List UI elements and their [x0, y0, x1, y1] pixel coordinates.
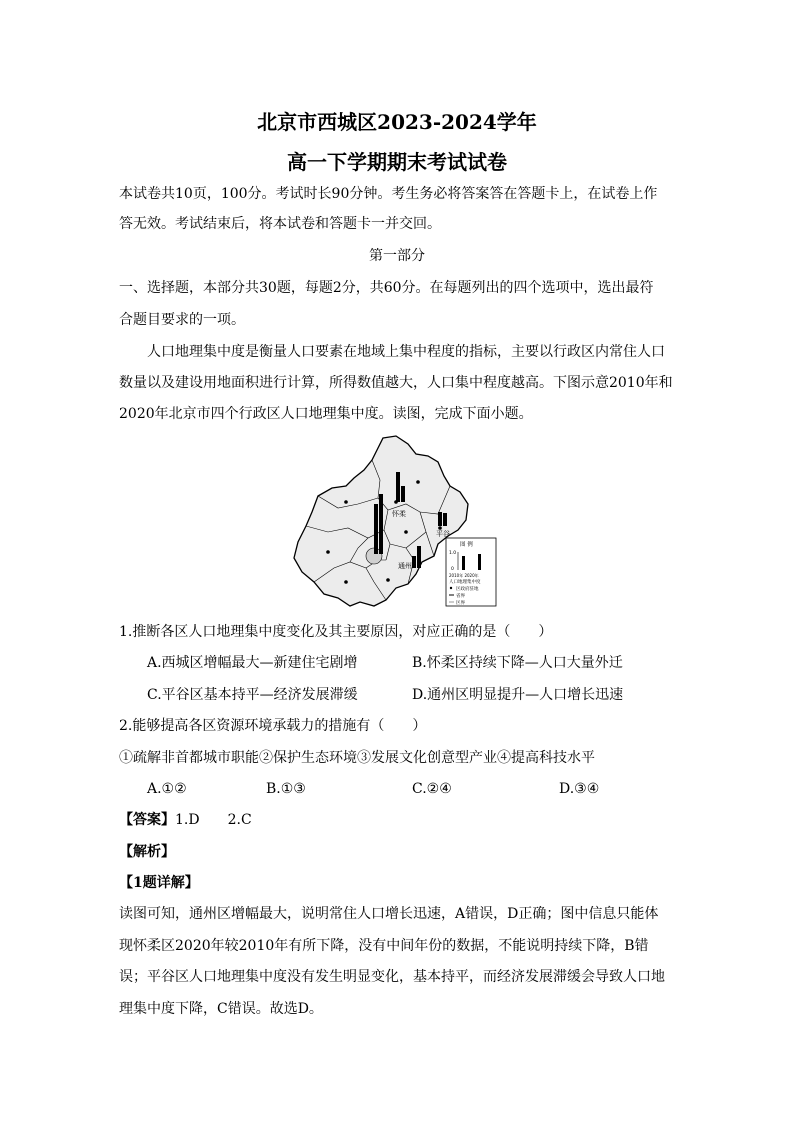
passage-line-3: 2020年北京市四个行政区人口地理集中度。读图，完成下面小题。: [119, 406, 533, 422]
bar-tongzhou-2020: [417, 546, 421, 568]
q2-option-d: D.③④: [559, 781, 600, 797]
q2-option-c: C.②④: [412, 781, 452, 797]
title-line-1: 北京市西城区2023-2024学年: [257, 110, 537, 134]
analysis-label: 【解析】: [119, 844, 175, 860]
bar-pinggu-2010: [438, 512, 442, 526]
map-legend: [446, 538, 496, 606]
section-one-line-1: 一、选择题，本部分共30题，每题2分，共60分。在每题列出的四个选项中，选出最符: [119, 280, 654, 296]
legend-years: 2010年 2020年: [449, 573, 479, 578]
title-line-2: 高一下学期期末考试试卷: [287, 150, 507, 174]
beijing-district-map: [288, 432, 498, 610]
legend-tick-low: 0: [451, 567, 454, 572]
bar-huairou-2010: [396, 472, 400, 502]
bar-xicheng-2020: [379, 494, 383, 554]
detail-line-4: 理集中度下降，C错误。故选D。: [119, 1001, 323, 1017]
q1-option-a: A.西城区增幅最大—新建住宅剧增: [147, 655, 358, 671]
legend-item-seat: 区政府驻地: [456, 587, 479, 592]
bar-pinggu-2020: [443, 513, 447, 526]
q1-option-b: B.怀柔区持续下降—人口大量外迁: [412, 655, 623, 671]
bar-tongzhou-2010: [412, 556, 416, 568]
legend-tick-high: 1.0: [449, 551, 457, 556]
legend-item-district: 区界: [456, 601, 465, 606]
q2-stem: 2.能够提高各区资源环境承载力的措施有（ ）: [119, 718, 427, 734]
answer-label: 【答案】: [119, 812, 175, 828]
detail-line-2: 现怀柔区2020年较2010年有所下降，没有中间年份的数据，不能说明持续下降，B错: [119, 938, 649, 954]
q2-option-b: B.①③: [266, 781, 306, 797]
q1-option-c: C.平谷区基本持平—经济发展滞缓: [147, 687, 358, 703]
q1-option-d: D.通州区明显提升—人口增长迅速: [412, 687, 624, 703]
label-pinggu: 平谷: [436, 530, 450, 538]
label-tongzhou: 通州: [398, 562, 412, 570]
detail-line-1: 读图可知，通州区增幅最大，说明常住人口增长迅速，A错误，D正确；图中信息只能体: [119, 906, 659, 922]
passage-line-1: 人口地理集中度是衡量人口要素在地域上集中程度的指标，主要以行政区内常住人口: [147, 344, 665, 360]
passage-line-2: 数量以及建设用地面积进行计算，所得数值越大，人口集中程度越高。下图示意2010年和: [119, 375, 673, 391]
district-seat-dot: [344, 500, 348, 504]
legend-bar-2020: [478, 554, 481, 570]
label-huairou: 怀柔: [392, 510, 406, 518]
legend-bar-2010: [462, 556, 465, 570]
legend-caption: 人口地理集中度: [449, 580, 481, 585]
part-title: 第一部分: [369, 248, 425, 264]
q1-stem: 1.推断各区人口地理集中度变化及其主要原因，对应正确的是（ ）: [119, 624, 553, 640]
intro-line-2: 答无效。考试结束后，将本试卷和答题卡一并交回。: [119, 216, 441, 232]
bar-huairou-2020: [401, 486, 405, 502]
answer-value: 1.D 2.C: [175, 812, 252, 828]
section-one-line-2: 合题目要求的一项。: [119, 312, 245, 328]
q2-option-a: A.①②: [147, 781, 187, 797]
q2-items: ①疏解非首都城市职能②保护生态环境③发展文化创意型产业④提高科技水平: [119, 750, 595, 766]
q1-detail-label: 【1题详解】: [119, 875, 199, 891]
intro-line-1: 本试卷共10页，100分。考试时长90分钟。考生务必将答案答在答题卡上，在试卷上作: [119, 186, 658, 202]
legend-item-province: 省界: [456, 594, 465, 599]
bar-xicheng-2010: [374, 504, 378, 554]
legend-title: 图 例: [460, 542, 473, 548]
detail-line-3: 误；平谷区人口地理集中度没有发生明显变化，基本持平，而经济发展滞缓会导致人口地: [119, 969, 665, 985]
answer-line: [119, 810, 252, 830]
